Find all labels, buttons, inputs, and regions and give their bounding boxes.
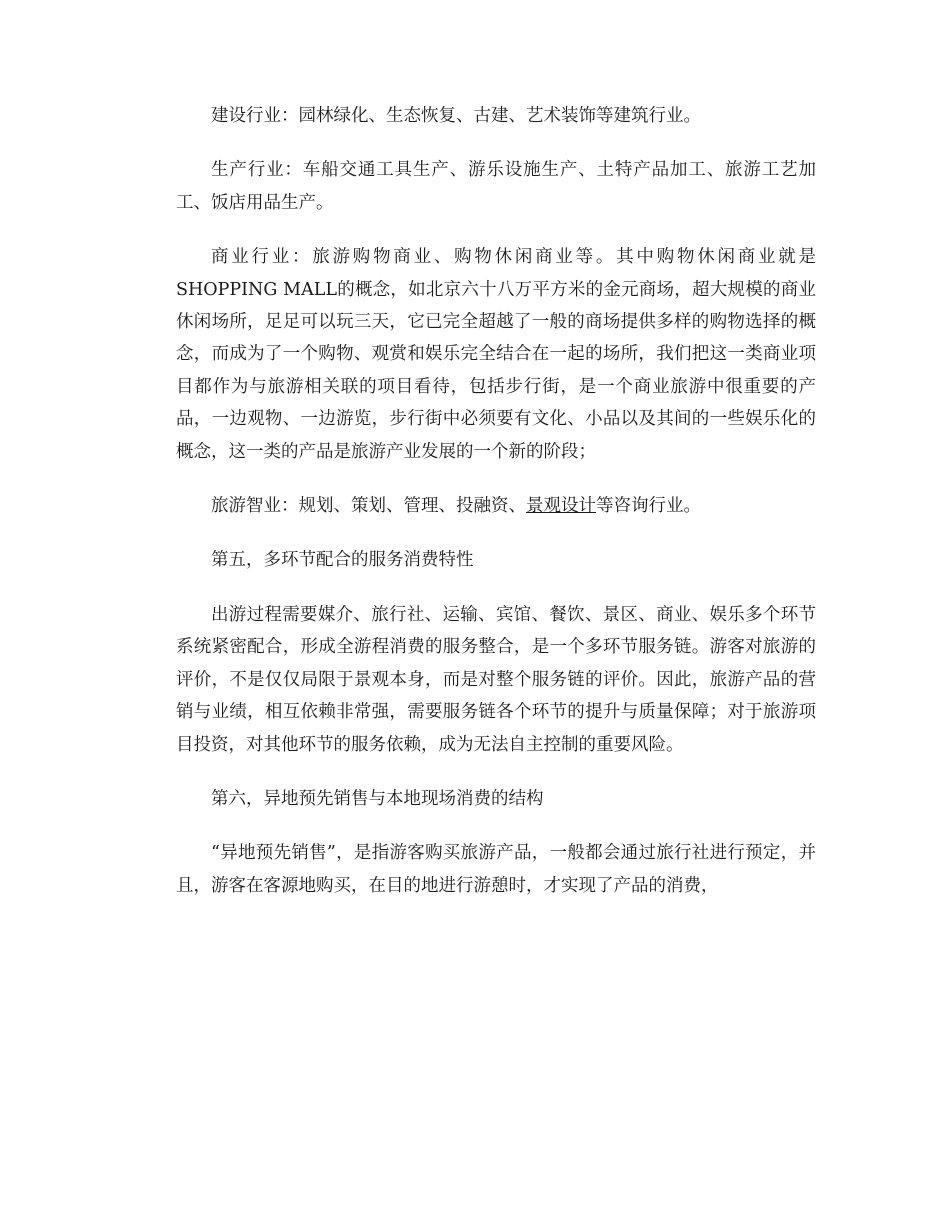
landscape-design-link[interactable]: 景观设计: [526, 496, 596, 517]
paragraph-consulting-after: 等咨询行业。: [596, 496, 701, 517]
paragraph-commerce: 商业行业：旅游购物商业、购物休闲商业等。其中购物休闲商业就是SHOPPING MALL的概念，如北京六十八万平方米的金元商场，超大规模的商业休闲场所，足足可以玩三天，它已完全超越了一般的商场提供多样的购物选择的概念，而成为了一个购物、观赏和娱乐完全结合在一起的场所，我们把这一类商业项目都作为与旅游相关联的项目看待，包括步行街，是一个商业旅游中很重要的产品，一边观物、一边游览，步行街中必须要有文化、小品以及其间的一些娱乐化的概念，这一类的产品是旅游产业发展的一个新的阶段；: [176, 247, 816, 462]
paragraph-service-chain: 出游过程需要媒介、旅行社、运输、宾馆、餐饮、景区、商业、娱乐多个环节系统紧密配合，形成全游程消费的服务整合，是一个多环节服务链。游客对旅游的评价，不是仅仅局限于景观本身，而是对整个服务链的评价。因此，旅游产品的营销与业绩，相互依赖非常强，需要服务链各个环节的提升与质量保障；对于旅游项目投资，对其他环节的服务依赖，成为无法自主控制的重要风险。: [176, 604, 816, 755]
heading-sixth: 第六，异地预先销售与本地现场消费的结构: [211, 788, 544, 809]
paragraph-consulting-before: 旅游智业：规划、策划、管理、投融资、: [211, 496, 526, 517]
paragraph-production: 生产行业：车船交通工具生产、游乐设施生产、土特产品加工、旅游工艺加工、饭店用品生产。: [176, 160, 816, 213]
heading-fifth: 第五，多环节配合的服务消费特性: [211, 550, 474, 571]
paragraph-presale: “异地预先销售”，是指游客购买旅游产品，一般都会通过旅行社进行预定，并且，游客在客源地购买，在目的地进行游憩时，才实现了产品的消费，: [176, 843, 816, 896]
document-page: [176, 100, 816, 902]
paragraph-construction: 建设行业：园林绿化、生态恢复、古建、艺术装饰等建筑行业。: [211, 106, 701, 126]
paragraph-consulting: [176, 490, 816, 522]
